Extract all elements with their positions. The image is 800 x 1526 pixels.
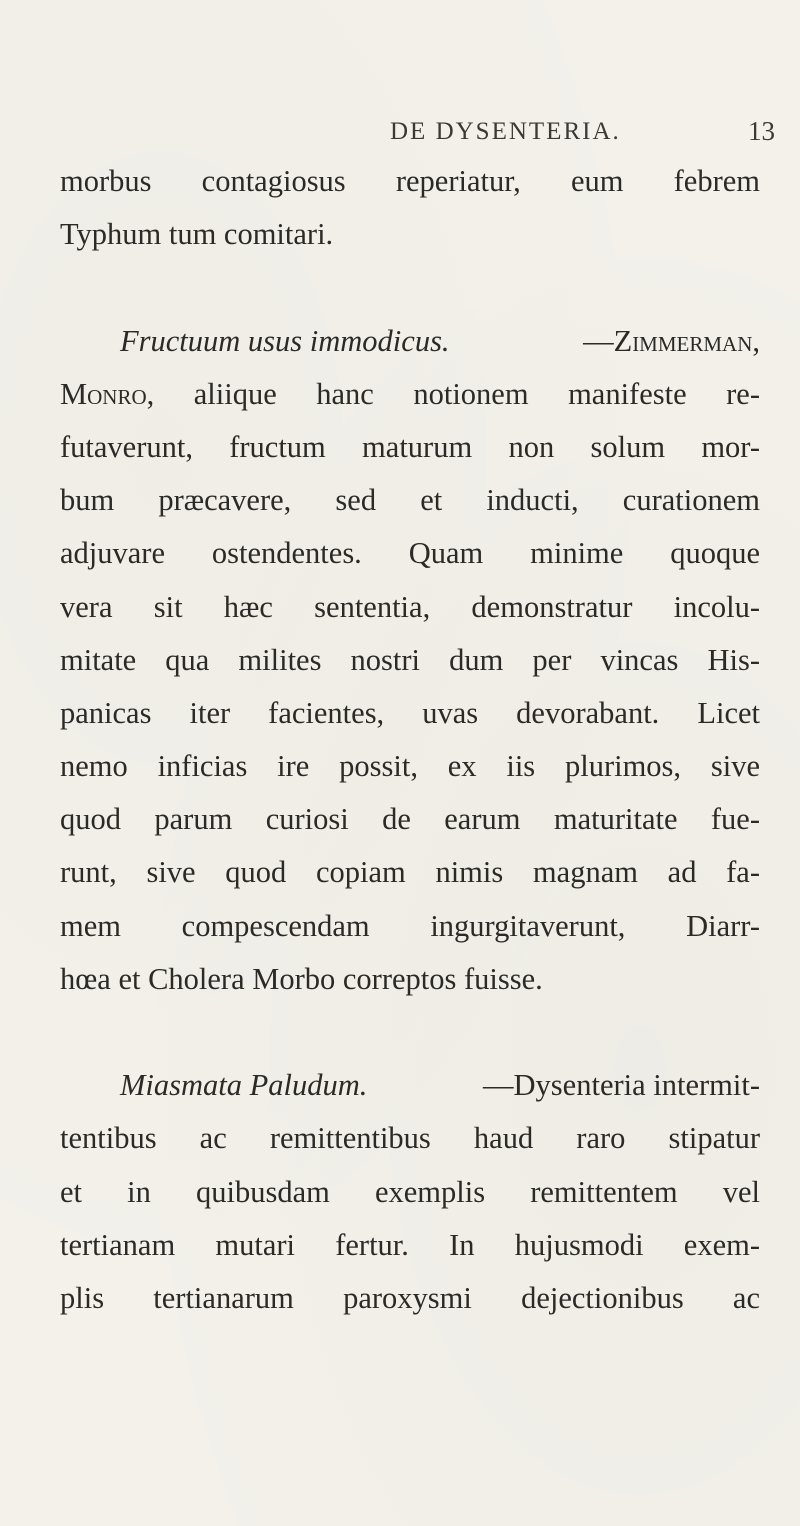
text-line-content: nemo inficias ire possit, ex iis plurimos, sive <box>60 749 760 784</box>
text-line <box>60 155 760 208</box>
text-line-content: mem compescendam ingurgitaverunt, Diarr- <box>60 908 760 943</box>
page-number: 13 <box>748 116 775 146</box>
text-line <box>60 900 760 953</box>
text-line-content: hœa et Cholera Morbo correptos fuisse. <box>60 961 543 996</box>
text-line <box>60 1059 760 1112</box>
text-line <box>60 581 760 634</box>
text-line <box>60 953 760 1006</box>
text-line-content: quod parum curiosi de earum maturitate fue- <box>60 802 760 837</box>
text-line-content: mitate qua milites nostri dum per vincas His- <box>60 642 760 677</box>
text-line-content: vera sit hæc sententia, demonstratur incolu- <box>60 589 760 624</box>
text-line <box>60 1112 760 1165</box>
text-line-content: bum præcavere, sed et inducti, curationem <box>60 483 760 518</box>
text-line <box>60 208 760 261</box>
text-line <box>60 1272 760 1325</box>
text-line <box>60 421 760 474</box>
text-line-content: panicas iter facientes, uvas devorabant. Licet <box>60 695 760 730</box>
paragraph-gap <box>60 1006 760 1059</box>
text-line-rest: —Dysenteria intermit- <box>483 1068 760 1103</box>
text-line <box>60 740 760 793</box>
text-line <box>60 527 760 580</box>
author-name: Monro, <box>60 376 155 411</box>
text-line-content: adjuvare ostendentes. Quam minime quoque <box>60 536 760 571</box>
text-line-content: futaverunt, fructum maturum non solum mor- <box>60 429 760 464</box>
body-text <box>60 155 760 1325</box>
text-line-content: et in quibusdam exemplis remittentem vel <box>60 1174 760 1209</box>
paragraph-gap <box>60 261 760 314</box>
section-heading: Miasmata Paludum. <box>120 1068 368 1103</box>
text-line <box>60 315 760 368</box>
text-line <box>60 793 760 846</box>
text-line-content: plis tertianarum paroxysmi dejectionibus ac <box>60 1280 760 1315</box>
text-line-content: morbus contagiosus reperiatur, eum febrem <box>60 164 760 198</box>
text-line <box>60 1166 760 1219</box>
text-line-content: Typhum tum comitari. <box>60 217 334 252</box>
text-line <box>60 368 760 421</box>
text-line-rest: aliique hanc notionem manifeste re- <box>154 376 760 411</box>
author-name: —Zimmerman, <box>583 323 760 358</box>
text-line <box>60 634 760 687</box>
text-line <box>60 1219 760 1272</box>
text-line-content <box>60 368 760 421</box>
text-line <box>60 846 760 899</box>
text-line-content: tertianam mutari fertur. In hujusmodi exem- <box>60 1227 760 1262</box>
text-line <box>60 474 760 527</box>
running-head: DE DYSENTERIA. <box>390 118 621 145</box>
text-line-content: runt, sive quod copiam nimis magnam ad fa- <box>60 855 760 890</box>
text-line <box>60 687 760 740</box>
text-line-content: tentibus ac remittentibus haud raro stipatur <box>60 1121 760 1156</box>
section-heading: Fructuum usus immodicus. <box>120 323 450 358</box>
